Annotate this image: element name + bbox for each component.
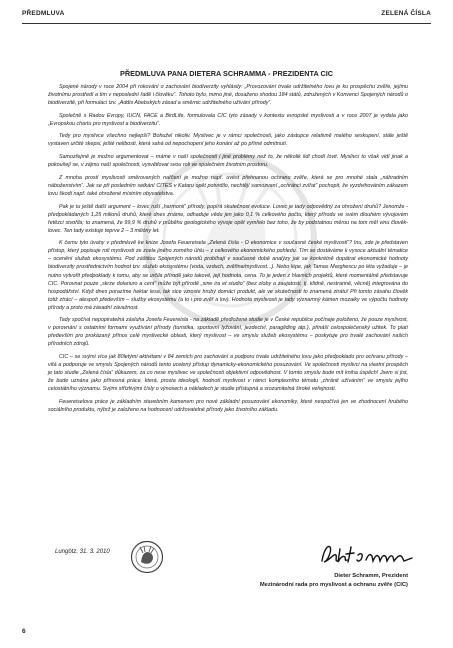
paragraph: Feuereiselova práce je základním stavebním kamenem pro nové základní posuzování ekonomiky, které nespočívá jen ve zhodnocení hrubého sociálního produktu, nýbrž je založeno na hodnocení udržovatelné přírody jako životního základu. bbox=[48, 398, 408, 413]
paragraph: Pak je tu ještě další argument – lovec ruší „harmonii“ přírody, popírá skutečnost evoluce. Lovec je tady odpovědný za ohrožení druhů? Jenomže - předpokládaných 1,25 milionů druhů, které dnes známe, odhaduje vědu jen jako 0,1 % celkového počtu, který přírodu ve svém dlouhém vývojovém řetězci stvořila; to znamená, že 99,9 % druhů v průběhu geologického vývoje opět vymřelo bez toho, že by podstatnou měrou na tom měl vinu člověk-lovec. Ten tady existuje teprve 2 – 3 milióny let. bbox=[48, 203, 408, 234]
header-section-label: PŘEDMLUVA bbox=[22, 10, 65, 17]
running-header bbox=[22, 10, 431, 22]
paragraph: Tedy pro myslivce všechno nejlepší? Bohužel nikoliv. Myslivec je v rámci společnosti, jako zástupce relativně malého seskupení, stále ještě vystaven určité skepsi, ješté nelibosti, která sahá od nepochopení jeho konání až po přímé odmítnutí. bbox=[48, 133, 408, 148]
handwritten-signature bbox=[318, 541, 418, 567]
paragraph: Společně s Radou Evropy, IUCN, FACE a BirdLife, formulovala CIC tyto zásady v kontextu evropské myslivosti a v roce 2007 je vydala jako „Evropskou chartu pro myslivost a biodiverzitu“. bbox=[48, 112, 408, 127]
paragraph: Tady spočívá nepopiratelná zásluha Josefa Feuereisla - na základě předložené studie je v České republice počínaje položeno, že pouze myslivost, v porovnání s ostatními formami využívání přírody (turistika, sportovní lyžování, jezdectví, paragliding atp.), přináší celospolečenský užitek. To platí především pro prokázaný přínos celé myslivecké oblasti, který myslivost – ve smyslu služeb ekosystému – poskytuje pro trvalé zachování našich přírodních zdrojů. bbox=[48, 317, 408, 348]
cic-logo bbox=[130, 540, 164, 574]
page-title: PŘEDMLUVA PANA DIETERA SCHRAMMA - PREZIDENTA CIC bbox=[119, 69, 334, 78]
paragraph: Spojené národy v roce 2004 při rokování o zachování biodiverzity vyhlásily: „Provozování trvale udržitelného lovu je ku prospěchu zvěře, jejímu životnímu prostředí a tím v neposlední řadě i člověku“. Tohoto bylo, mimo jiné, dosaženo shodou 184 států, združených v Konvenci Spojených národů o biodiverzitě, při formulaci tzv. „Addis Abebských zásad a směrnic udržitelného užívání přírody“. bbox=[48, 84, 408, 107]
signatory-organization: Mezinárodní rada pro myslivost a ochranu zvěře (CIC) bbox=[259, 581, 408, 588]
header-rule bbox=[22, 23, 431, 24]
page-number: 6 bbox=[22, 628, 26, 635]
paragraph: Z mnoha prostí myslivosti směrovaných nařčení je možno např. uvést přehnanou ochranu zvěře, která se pro mnohé stala „náhradním náboženstvím“. Jak se při posledním setkání CITES v Kataru opět potvrdilo, nechtějí samozvaní „ochránci zvířat“ pochopit, že vyzdvihováním zákazem lovu škodí např. také ohrožené místním obyvatelstva. bbox=[48, 174, 408, 197]
paragraph: CIC – se svými více jak 80letými aktivitami v 84 zemích pro zachování a podporu trvale udržitelného lovu jako předpokladu pro ochranu přírody – vítá a podporuje ve smyslu Spojených národů tento ucelený přístup dynamicky-ekonomického posuzování. Ve společnosti myslivci na vlastní prospěch je tato studie „Zelená čísla“ důkazem, za co nese myslivec ve společnosti objektivní odpovědnost. V tomto smyslu bude mít kniha úspěch! Jsem si jist, že bude uznána jako přínosná práce, která, prosta ideologií, hodnotí myslivost v rámci komplexního tématu „chránit užíváním“ ve smyslu jejího celostátního významu. Svými střízlivými čísly o výnosech a nákladech je studie přístupná a srozumitelná široké veřejnosti. bbox=[48, 354, 408, 393]
foreword-body bbox=[48, 83, 408, 419]
header-book-title: ZELENÁ ČÍSLA bbox=[381, 10, 431, 17]
signatory-block bbox=[260, 572, 408, 589]
paragraph: K čemu tyto úvahy v předmluvě ke knize Josefa Feuereisela „Zelená čísla - O ekonomice v současné české myslivosti“? Inu, zde je představen přístup, který popisuje roli myslivosti ze zcela jiného zorného úhlu – z celkového ekonomického pohledu. Tím se dostáváme k vysoce aktuální tématice – ocenění služeb ekosystému. Pod záštitou Spojených národů probíhají v současné době analýzy jak se konkrétně dopátrat ekonomické hodnoty biodiverzity prostřednictvím hodnot tzv. služeb ekosystému (voda, vzduch, zvěřina/myslivost...). Nebo lépe, jak Tamas Marghescu po léta vyžaduje – je nutno vytvořit předpoklady k tomu, aby se určila přírodě jako takové, její hodnota, cena. To je jeden z hlavních projektů, které momentálně představuje CIC. Porovnat pouze „skrze dolariuro a cent“ může být přírodě „sine ira et studio“ (bez zloby a zaujatosti, tj. klidně, nestranně, věcně) integrována do hospodářství. Když dnes porazíme hektar lesa, tak sice vzroste hrubý domácí produkt, ale ve skutečnosti to znamená ztrátu! Při tomto zásahu člověk totiž ztrácí – alespoň především – služby ekosystému (a to i pro zvěř a lov). Hodnota myslivosti je tady významný kámen mozaiky ve výpočtu hodnoty přírody a proto má zásadní závažnost. bbox=[48, 240, 408, 311]
paragraph: Samozřejmě je možno argumentovat – máme v naší společnosti i jiné problémy než to, že několik lidí chodí lovit. Myslivci to však vidí jinak a pokoušejí se, v zájmu naší společnosti, vysvětlovat svou roli ve společném životním prostoru. bbox=[48, 154, 408, 169]
signatory-name: Dieter Schramm, Prezident bbox=[334, 573, 408, 579]
place-date: Lungötz, 31. 3. 2010 bbox=[55, 549, 110, 555]
